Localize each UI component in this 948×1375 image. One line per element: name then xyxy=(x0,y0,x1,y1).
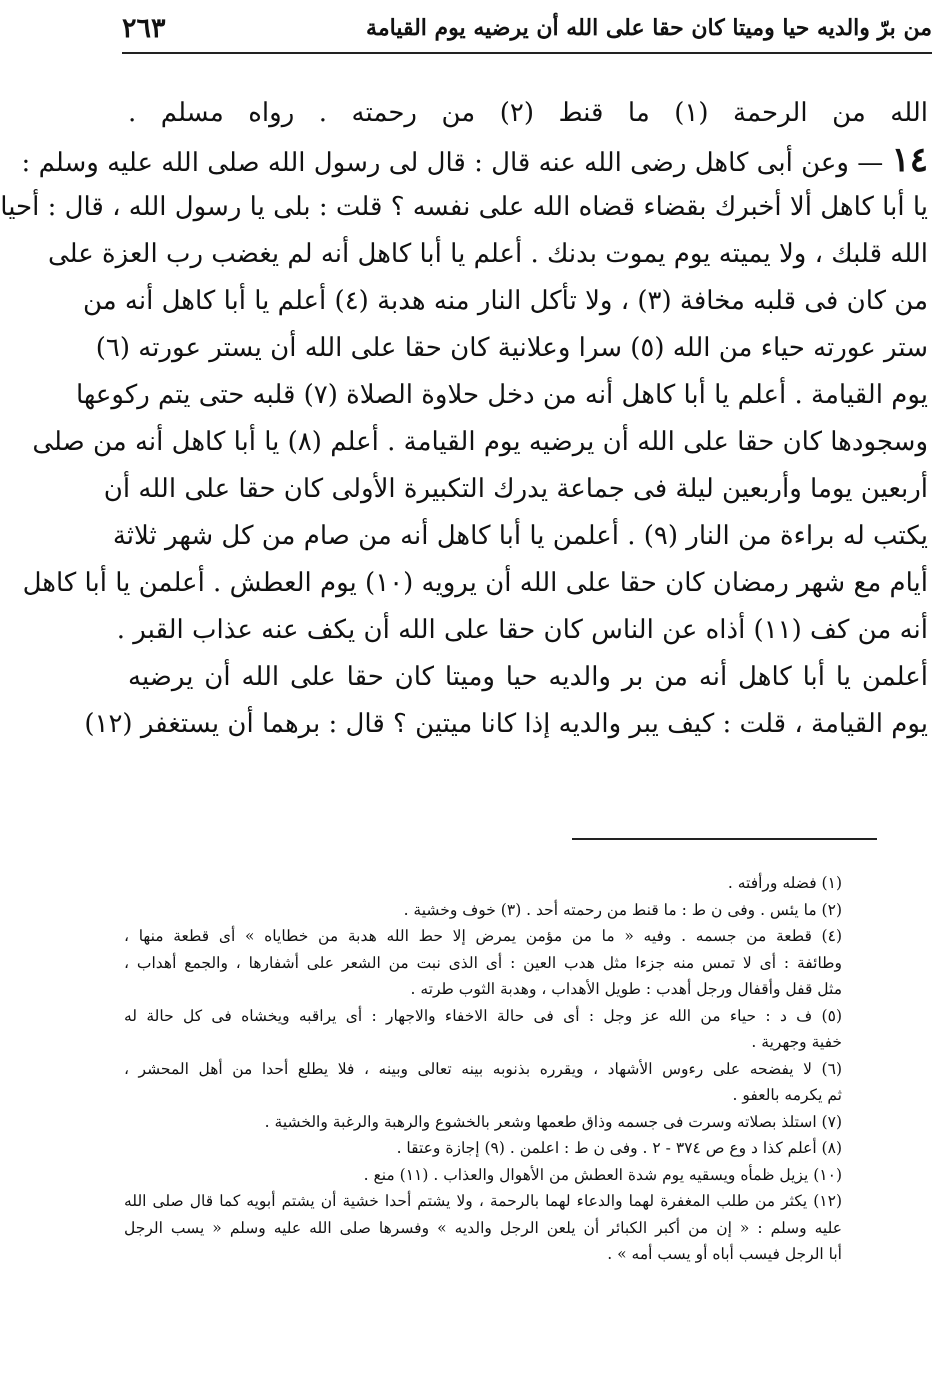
footnote-line: (٦) لا يفضحه على رءوس الأشهاد ، ويقرره بذنوبه بينه تعالى وبينه ، فلا يطلع أحدا من أهل المحشر ، xyxy=(124,1059,842,1078)
footnote-line: عليه وسلم : « إن من أكبر الكبائر أن يلعن الرجل والديه » وفسرها صلى الله عليه وسلم « يسب الرجل xyxy=(124,1218,842,1237)
running-title: من برّ والديه حيا وميتا كان حقا على الله أن يرضيه يوم القيامة xyxy=(366,15,932,41)
text-line: ١٤ — وعن أبى كاهل رضى الله عنه قال : قال لى رسول الله صلى الله عليه وسلم : xyxy=(21,140,928,180)
text-line: ستر عورته حياء من الله (٥) سرا وعلانية كان حقا على الله أن يستر عورته (٦) xyxy=(95,333,928,363)
text-line: أعلمن يا أبا كاهل أنه من بر والديه حيا وميتا كان حقا على الله أن يرضيه xyxy=(128,662,928,692)
footnote-line: (٤) قطعة من جسمه . وفيه « ما من مؤمن يمرض إلا حط الله هدبة من خطاياه » أى قطعة منها ، xyxy=(124,927,842,945)
footnote-line: ثم يكرمه بالعفو . xyxy=(732,1086,842,1104)
footnote-line: مثل قفل وأقفال ورجل أهدب : طويل الأهداب ، وهدبة الثوب طرته . xyxy=(410,980,842,998)
footnote-separator xyxy=(572,838,877,840)
page-number: ٢٦٣ xyxy=(122,12,166,44)
header-rule xyxy=(122,52,932,54)
footnote-line: (١) فضله ورأفته . xyxy=(727,874,842,892)
text-line: أنه من كف (١١) أذاه عن الناس كان حقا على الله أن يكف عنه عذاب القبر . xyxy=(116,615,928,645)
hadith-number: ١٤ xyxy=(891,140,928,180)
footnote-line: (٢) ما يئس . وفى ن ط : ما قنط من رحمته أحد . (٣) خوف وخشية . xyxy=(403,900,842,919)
text-line: من كان فى قلبه مخافة (٣) ، ولا تأكل النار منه هدبة (٤) أعلم يا أبا كاهل أنه من xyxy=(82,286,928,316)
text-line: أيام مع شهر رمضان كان حقا على الله أن يرويه (١٠) يوم العطش . أعلمن يا أبا كاهل xyxy=(22,568,928,598)
text-line: الله من الرحمة (١) ما قنط (٢) من رحمته . رواه مسلم . xyxy=(128,98,928,128)
page-header xyxy=(122,8,932,48)
footnote-line: (٧) استلذ بصلاته وسرت فى جسمه وذاق طعمها وشعر بالخشوع والرهبة والرغبة والخشية . xyxy=(264,1112,842,1131)
footnote-line: أبا الرجل فيسب أباه أو يسب أمه » . xyxy=(607,1245,842,1263)
hadith-text xyxy=(0,90,928,748)
text-line: أربعين يوما وأربعين ليلة فى جماعة يدرك التكبيرة الأولى كان حقا على الله أن xyxy=(103,474,928,504)
text-line: يوم القيامة ، قلت : كيف يبر والديه إذا كانا ميتين ؟ قال : برهما أن يستغفر (١٢) xyxy=(84,709,928,739)
footnotes xyxy=(124,870,842,1268)
footnote-line: وطائفة : أى لا تمس منه جزءا مثل هدب العين : أى الذى نبت من الشعر على أشفارها ، والجمع أهداب ، xyxy=(124,953,842,972)
text-line: الله قلبك ، ولا يميته يوم يموت بدنك . أعلم يا أبا كاهل أنه لم يغضب رب العزة على xyxy=(47,239,928,269)
text-line: يوم القيامة . أعلم يا أبا كاهل أنه من دخل حلاوة الصلاة (٧) قلبه حتى يتم ركوعها xyxy=(76,380,928,410)
footnote-line: خفية وجهرية . xyxy=(751,1033,842,1051)
footnote-line: (٥) ف د : حياء من الله عز وجل : أى فى حالة الاخفاء والاجهار : أى يراقبه ويخشاه فى كل حالة له xyxy=(124,1006,842,1025)
text-line: وسجودها كان حقا على الله أن يرضيه يوم القيامة . أعلم (٨) يا أبا كاهل أنه من صلى xyxy=(32,427,928,457)
footnote-line: (٨) أعلم كذا د وع ص ٣٧٤ - ٢ . وفى ن ط : اعلمن . (٩) إجازة وعتقا . xyxy=(396,1139,842,1157)
text-line: يكتب له براءة من النار (٩) . أعلمن يا أبا كاهل أنه من صام من كل شهر ثلاثة xyxy=(112,521,928,551)
footnote-line: (١٢) يكثر من طلب المغفرة لهما والدعاء لهما بالرحمة ، ولا يشتم أحدا خشية أن يشتم أبويه كما قال صلى الله xyxy=(124,1192,842,1210)
text-line: يا أبا كاهل ألا أخبرك بقضاء قضاه الله على نفسه ؟ قلت : بلى يا رسول الله ، قال : أحيا xyxy=(0,192,928,222)
footnote-line: (١٠) يزيل ظمأه ويسقيه يوم شدة العطش من الأهوال والعذاب . (١١) منع . xyxy=(363,1165,842,1184)
